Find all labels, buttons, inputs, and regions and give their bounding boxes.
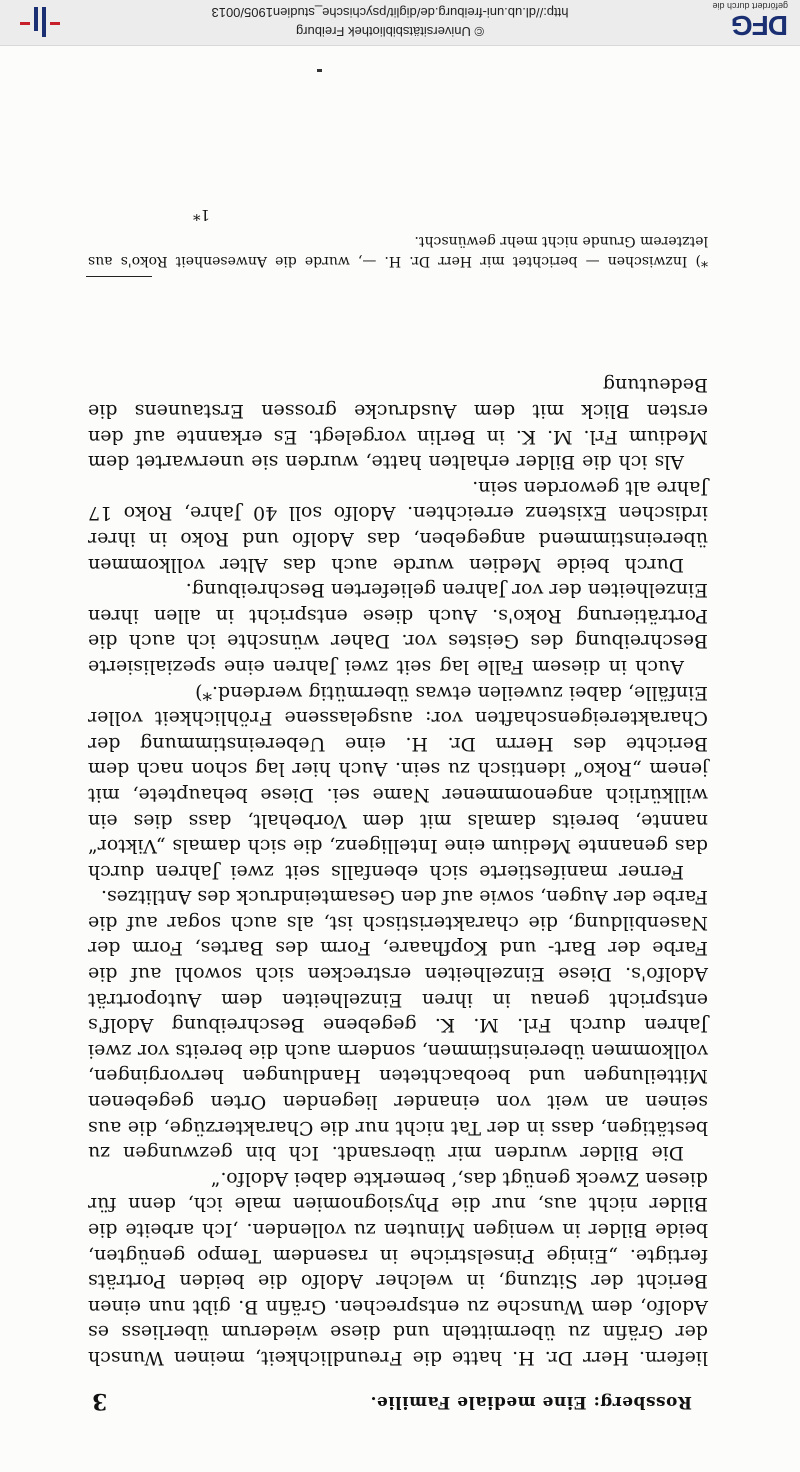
footer-lines (180, 3, 600, 41)
paragraph: Auch in diesem Falle lag seit zwei Jahren eine spezialisierte Beschreibung des Geistes vor. Daher wünschte ich auch die Porträtierung Roko's. Auch diese entspricht in allen ihren Einzelheiten der vor Jahren gelieferten Beschreibung. (88, 579, 708, 678)
paragraph: liefern. Herr Dr. H. hatte die Freundlichkeit, meinen Wunsch der Gräfin zu übermitteln und diese wiederum überliess es Adolfo, dem Wunsche zu entsprechen. Gräfin B. gibt nun einen Bericht der Sitzung, in welcher Adolfo die beiden Porträts fertigte. „Einige Pinselstriche in rasendem Tempo genügten, beide Bilder in wenigen Minuten zu vollenden. ‚Ich arbeite die Bilder nicht aus, nur die Physiognomien male ich, denn für diesen Zweck genügt das,‘ bemerkte dabei Adolfo.“ (88, 1167, 708, 1369)
dfg-logo-text: DFG (731, 10, 788, 41)
dfg-logo (638, 1, 788, 41)
signature-mark: 1* (192, 206, 210, 224)
speck-mark (317, 69, 322, 72)
ub-logo-icon (20, 5, 60, 39)
dfg-logo-subtext: gefördert durch die (712, 1, 788, 11)
page-number: 3 (92, 1388, 108, 1414)
paragraph: Die Bilder wurden mir übersandt. Ich bin gezwungen zu bestätigen, dass in der Tat nicht nur die Charakterzüge, die aus seinen an weit von einander liegenden Orten gegebenen Mitteilungen und beobachteten Handlungen hervorgingen, vollkommen übereinstimmen, sondern auch die bereits vor zwei Jahren durch Frl. M. K. gegebene Beschreibung Adolf's entspricht genau in ihren Einzelheiten dem Autoporträt Adolfo's. Diese Einzelheiten erstrecken sich sowohl auf die Farbe der Bart- und Kopfhaare, Form des Bartes, Form der Nasenbildung, die charakteristisch ist, als auch sogar auf die Farbe der Augen, sowie auf den Gesamteindruck des Antlitzes. (88, 886, 708, 1165)
footer-url[interactable]: http://dl.ub.uni-freiburg.de/diglit/psychische_studien1905/0013 (211, 5, 569, 20)
footnote-rule (86, 276, 152, 277)
paragraph: Als ich die Bilder erhalten hatte, wurden sie unerwartet dem Medium Frl. M. K. in Berlin vorgelegt. Es erkannte auf den ersten Blick mit dem Ausdrucke grossen Erstaunens die Bedeutung (88, 374, 708, 474)
footer-copyright: © Universitätsbibliothek Freiburg (295, 24, 485, 39)
footer-bar (0, 0, 800, 46)
body-text (88, 372, 708, 1370)
footnote: *) Inzwischen — berichtet mir Herr Dr. H. —, wurde die Anwesenheit Roko's aus letzterem Grunde nicht mehr gewünscht. (88, 233, 708, 269)
header-title: Rossberg: Eine mediale Familie. (370, 1392, 692, 1412)
paragraph: Ferner manifestierte sich ebenfalls seit zwei Jahren durch das genannte Medium eine Intelligenz, die sich damals „Viktor“ nannte, bereits damals mit dem Vorbehalt, dass dies ein willkürlich angenommener Name sei. Diese behauptete, mit jenem „Roko“ identisch zu sein. Auch hier lag schon nach dem Berichte des Herrn Dr. H. eine Uebereinstimmung der Charaktereigenschaften vor: ausgelassene Fröhlichkeit voller Einfälle, dabei zuweilen etwas übermütig werdend.*) (88, 681, 708, 883)
paragraph: Durch beide Medien wurde auch das Alter vollkommen übereinstimmend angegeben, das Adolfo und Roko in ihrer irdischen Existenz erreichten. Adolfo soll 40 Jahre, Roko 17 Jahre alt geworden sein. (88, 476, 708, 576)
